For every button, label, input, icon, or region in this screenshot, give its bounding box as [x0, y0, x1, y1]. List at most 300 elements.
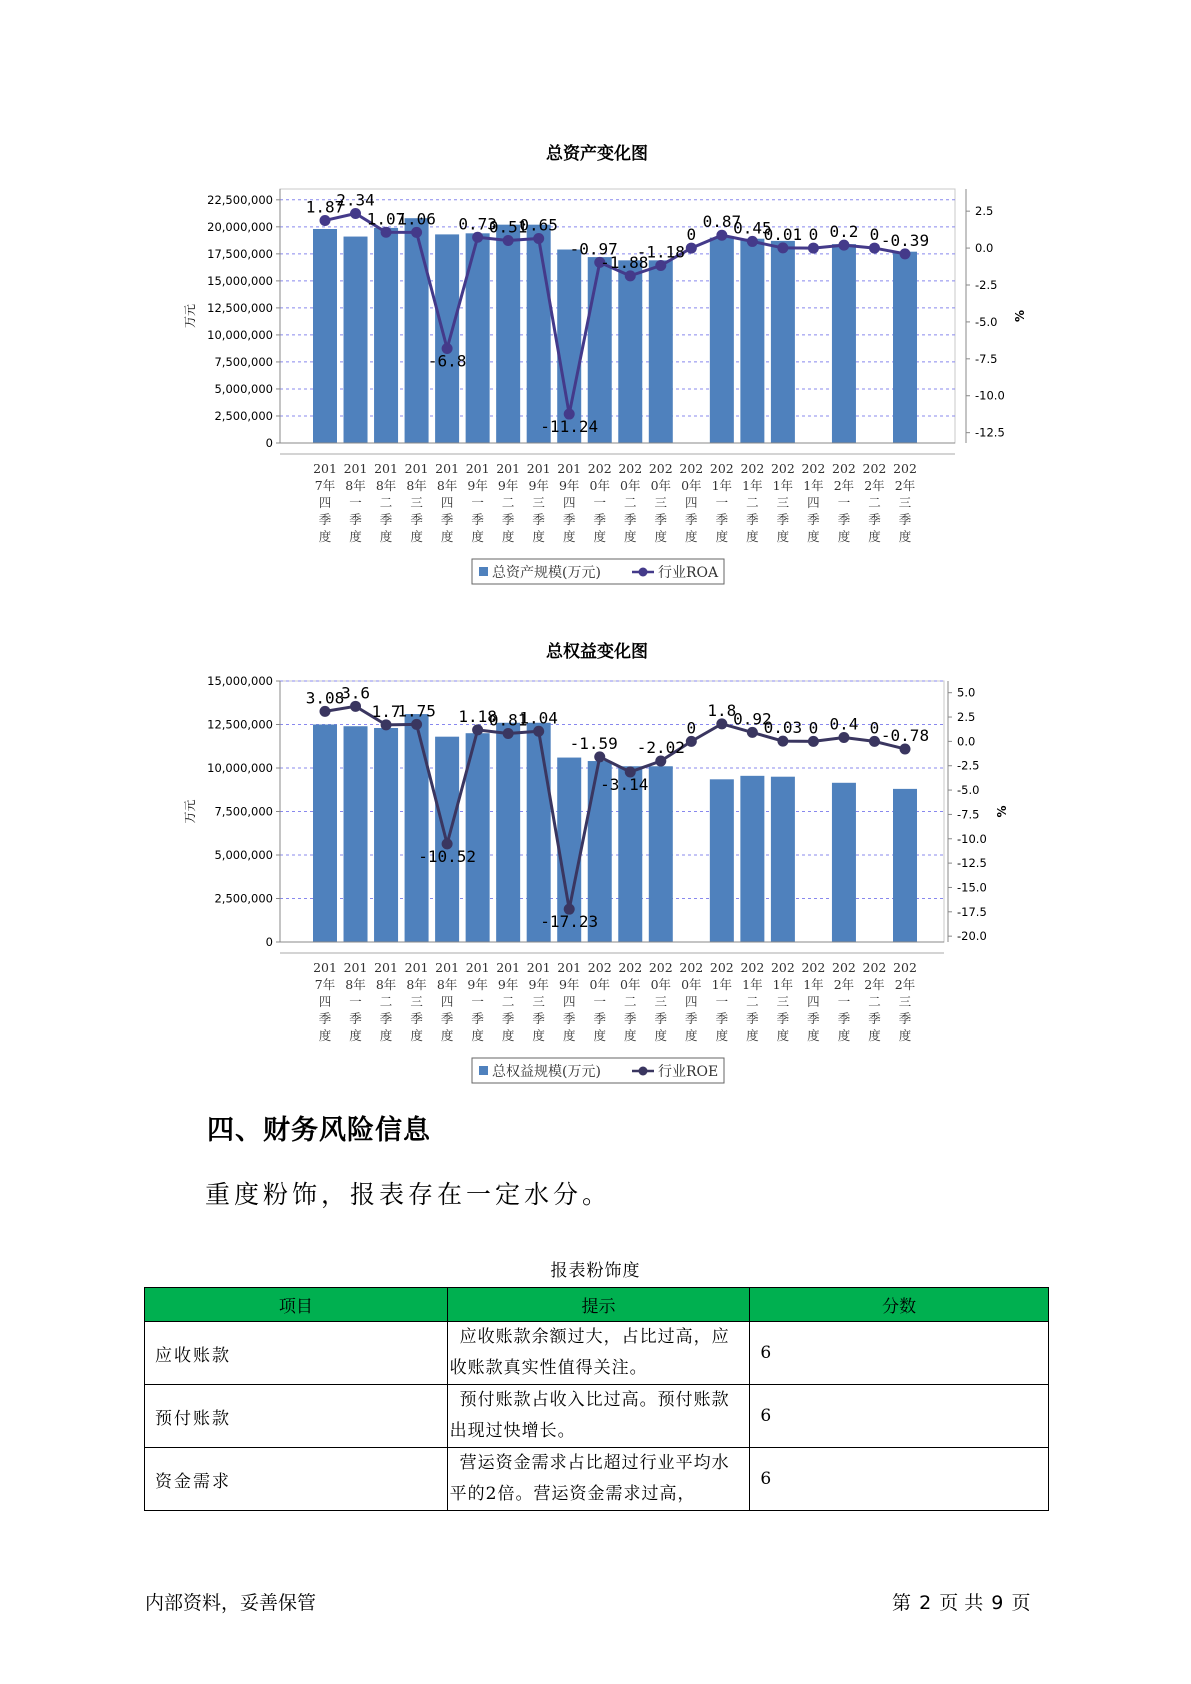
line-point	[808, 736, 819, 747]
x-tick-label: 四	[318, 994, 332, 1009]
line-point	[716, 230, 727, 241]
x-tick-label: 8年	[375, 478, 397, 493]
bar	[527, 723, 551, 942]
bar	[710, 238, 734, 443]
data-label: 0.51	[488, 217, 528, 237]
page-prefix: 第	[892, 1592, 912, 1614]
x-tick-label: 季	[715, 512, 729, 527]
row-hint: 营运资金需求占比超过行业平均水平的2倍。营运资金需求过高，	[447, 1448, 750, 1511]
line-point	[533, 233, 544, 244]
x-tick-label: 202	[740, 960, 765, 975]
x-tick-label: 7年	[314, 977, 336, 992]
data-label: -3.14	[600, 774, 649, 794]
data-label: -10.52	[418, 846, 477, 866]
footer-confidential: 内部资料，妥善保管	[145, 1592, 317, 1614]
bar	[740, 776, 764, 942]
x-tick-label: 1年	[772, 977, 794, 992]
x-tick-label: 202	[648, 461, 673, 476]
x-tick-label: 度	[318, 1028, 332, 1043]
x-tick-label: 季	[807, 1011, 820, 1026]
x-tick-label: 季	[318, 512, 332, 527]
x-tick-label: 度	[501, 529, 515, 544]
bar	[649, 260, 673, 443]
line-point	[686, 243, 697, 254]
x-tick-label: 度	[593, 1028, 606, 1043]
page-current: 2	[919, 1592, 932, 1614]
legend-line-marker	[639, 568, 648, 577]
left-tick-label: 7,500,000	[214, 804, 273, 819]
data-label: -1.59	[569, 733, 618, 753]
x-tick-label: 四	[440, 495, 454, 510]
header-hint: 提示	[447, 1288, 750, 1322]
x-tick-label: 度	[746, 529, 759, 544]
x-tick-label: 季	[318, 1011, 332, 1026]
right-tick-label: -7.5	[975, 351, 998, 366]
data-label: -1.18	[636, 242, 685, 262]
x-tick-label: 季	[624, 512, 637, 527]
x-tick-label: 202	[709, 461, 734, 476]
x-tick-label: 季	[654, 1011, 668, 1026]
x-tick-label: 度	[654, 529, 668, 544]
line-point	[808, 243, 819, 254]
right-tick-label: 0.0	[975, 241, 994, 256]
right-tick-label: 0.0	[957, 734, 976, 749]
table-row	[145, 1385, 1049, 1448]
x-tick-label: 二	[624, 495, 637, 510]
right-tick-label: -12.5	[957, 856, 987, 871]
left-tick-label: 5,000,000	[214, 848, 273, 862]
x-tick-label: 季	[501, 512, 515, 527]
line-point	[411, 719, 422, 730]
risk-table	[144, 1287, 1049, 1511]
x-tick-label: 三	[898, 994, 912, 1009]
x-tick-label: 度	[532, 529, 545, 544]
total-assets-chart-svg	[0, 130, 1191, 600]
row-hint: 预付账款占收入比过高。预付账款出现过快增长。	[447, 1385, 750, 1448]
line-point	[533, 726, 544, 737]
data-label: 0	[808, 718, 819, 738]
x-tick-label: 季	[624, 1011, 637, 1026]
bar	[588, 257, 612, 443]
x-tick-label: 2年	[833, 977, 855, 992]
x-tick-label: 度	[349, 529, 362, 544]
legend-bar-label: 总资产规模(万元)	[492, 565, 601, 581]
bar	[893, 789, 917, 942]
x-tick-label: 季	[837, 1011, 851, 1026]
data-label: 1.7	[371, 701, 401, 721]
data-label: -0.39	[880, 230, 930, 250]
page-total: 9	[991, 1592, 1004, 1614]
x-tick-label: 9年	[528, 977, 549, 992]
x-tick-label: 季	[349, 512, 362, 527]
x-tick-label: 8年	[406, 977, 427, 992]
bar	[313, 725, 337, 943]
left-axis-title: 万元	[183, 303, 197, 329]
bar	[374, 228, 398, 443]
x-tick-label: 0年	[650, 478, 672, 493]
line-point	[869, 243, 880, 254]
left-tick-label: 0	[265, 436, 273, 450]
bar	[313, 229, 337, 443]
x-tick-label: 季	[379, 512, 393, 527]
data-label: 0	[869, 718, 880, 738]
data-label: 0.2	[829, 222, 859, 242]
x-tick-label: 度	[410, 529, 423, 544]
x-tick-label: 202	[740, 461, 765, 476]
right-tick-label: -5.0	[957, 783, 980, 798]
data-label: 1.8	[707, 700, 737, 720]
x-tick-label: 一	[471, 495, 484, 510]
x-tick-label: 一	[593, 495, 606, 510]
x-tick-label: 度	[410, 1028, 423, 1043]
x-tick-label: 季	[562, 1011, 576, 1026]
data-label: 1.04	[519, 708, 558, 728]
x-tick-label: 202	[832, 960, 856, 975]
x-tick-label: 度	[318, 529, 332, 544]
x-tick-label: 二	[746, 994, 759, 1009]
data-label: 0.4	[829, 714, 859, 734]
x-tick-label: 季	[654, 512, 668, 527]
chart-title: 总权益变化图	[546, 642, 648, 662]
data-label: 0.45	[733, 218, 772, 238]
x-tick-label: 9年	[528, 478, 549, 493]
line-point	[503, 728, 514, 739]
table-header-row	[145, 1288, 1049, 1322]
x-tick-label: 201	[526, 960, 551, 975]
right-tick-label: -5.0	[975, 314, 998, 329]
x-tick-label: 度	[807, 1028, 820, 1043]
data-label: 3.08	[305, 688, 345, 708]
x-tick-label: 202	[770, 960, 795, 975]
x-tick-label: 0年	[620, 478, 641, 493]
line-point	[381, 227, 392, 238]
x-tick-label: 二	[868, 994, 881, 1009]
x-tick-label: 202	[709, 960, 734, 975]
line-point	[655, 756, 666, 767]
chart-legend	[472, 559, 724, 584]
table-row	[145, 1322, 1049, 1385]
line-point	[838, 732, 849, 743]
x-tick-label: 季	[898, 512, 912, 527]
data-label: -0.97	[569, 239, 618, 259]
x-tick-label: 度	[349, 1028, 362, 1043]
x-tick-label: 201	[465, 960, 490, 975]
line-point	[838, 240, 849, 251]
line-point	[472, 232, 483, 243]
x-tick-label: 201	[374, 960, 398, 975]
data-label: -17.23	[540, 912, 599, 932]
x-tick-label: 一	[837, 994, 851, 1009]
left-tick-label: 17,500,000	[207, 246, 273, 261]
x-tick-label: 201	[313, 960, 337, 975]
header-score: 分数	[750, 1288, 1049, 1322]
x-tick-label: 1年	[803, 977, 824, 992]
data-label: 0.81	[488, 710, 528, 730]
bar	[527, 225, 551, 443]
row-score: 6	[750, 1385, 1049, 1448]
x-tick-label: 202	[832, 461, 856, 476]
chart-legend	[472, 1058, 724, 1083]
data-label: -1.88	[600, 252, 649, 272]
x-tick-label: 季	[349, 1011, 362, 1026]
bar	[740, 239, 764, 443]
x-tick-label: 度	[440, 529, 454, 544]
x-tick-label: 8年	[436, 478, 458, 493]
line-point	[320, 215, 331, 226]
x-tick-label: 202	[862, 960, 887, 975]
data-label: 1.07	[366, 209, 406, 229]
x-tick-label: 度	[868, 529, 881, 544]
x-tick-label: 度	[746, 1028, 759, 1043]
x-tick-label: 季	[593, 1011, 606, 1026]
x-tick-label: 202	[618, 461, 643, 476]
right-axis-title: %	[1013, 309, 1027, 323]
x-tick-label: 季	[501, 1011, 515, 1026]
right-tick-label: -17.5	[957, 904, 987, 919]
section-summary: 重度粉饰，报表存在一定水分。	[205, 1180, 612, 1209]
x-tick-label: 度	[501, 1028, 515, 1043]
bar	[405, 714, 429, 942]
left-tick-label: 20,000,000	[207, 219, 273, 234]
bar	[435, 234, 459, 443]
data-label: 0	[686, 718, 697, 738]
legend-bar-swatch	[479, 1066, 488, 1075]
x-tick-label: 9年	[467, 977, 488, 992]
left-tick-label: 15,000,000	[207, 273, 273, 288]
data-label: 0.92	[733, 709, 772, 729]
x-tick-label: 201	[465, 461, 490, 476]
legend-line-marker	[639, 1067, 648, 1076]
x-tick-label: 三	[410, 994, 423, 1009]
x-tick-label: 度	[868, 1028, 881, 1043]
x-tick-label: 度	[379, 1028, 393, 1043]
x-tick-label: 度	[654, 1028, 668, 1043]
x-tick-label: 0年	[620, 977, 641, 992]
left-tick-label: 22,500,000	[207, 192, 273, 207]
bar	[618, 260, 642, 443]
line-point	[747, 236, 758, 247]
x-tick-label: 季	[593, 512, 606, 527]
x-tick-label: 季	[868, 1011, 881, 1026]
line-point	[655, 260, 666, 271]
x-tick-label: 季	[471, 512, 484, 527]
x-tick-label: 一	[349, 994, 362, 1009]
total-assets-chart	[0, 130, 1191, 600]
x-tick-label: 202	[801, 461, 826, 476]
x-tick-label: 0年	[681, 478, 702, 493]
x-tick-label: 季	[532, 1011, 545, 1026]
x-tick-label: 202	[618, 960, 643, 975]
x-tick-label: 202	[770, 461, 795, 476]
data-label: 0	[808, 225, 819, 245]
x-tick-label: 201	[435, 960, 460, 975]
x-tick-label: 一	[593, 994, 606, 1009]
x-tick-label: 201	[557, 461, 582, 476]
x-tick-label: 二	[379, 994, 393, 1009]
x-tick-label: 季	[776, 1011, 790, 1026]
line-point	[350, 208, 361, 219]
right-tick-label: 2.5	[957, 710, 976, 725]
right-tick-label: 2.5	[975, 204, 994, 219]
line-point	[625, 270, 636, 281]
legend-bar-swatch	[479, 567, 488, 576]
x-tick-label: 季	[379, 1011, 393, 1026]
data-label: -2.02	[636, 738, 685, 758]
x-tick-label: 0年	[589, 478, 610, 493]
line-point	[594, 751, 605, 762]
x-tick-label: 度	[837, 529, 851, 544]
x-tick-label: 8年	[375, 977, 397, 992]
line-point	[350, 701, 361, 712]
x-tick-label: 201	[313, 461, 337, 476]
x-tick-label: 度	[562, 1028, 576, 1043]
x-tick-label: 度	[807, 529, 820, 544]
x-tick-label: 三	[532, 495, 545, 510]
line-point	[320, 706, 331, 717]
data-label: 1.75	[397, 701, 436, 721]
row-score: 6	[750, 1448, 1049, 1511]
bar	[374, 728, 398, 942]
x-tick-label: 201	[343, 461, 368, 476]
x-tick-label: 二	[746, 495, 759, 510]
x-tick-label: 1年	[742, 977, 763, 992]
data-label: 1.87	[305, 197, 345, 217]
data-label: 0.03	[763, 718, 803, 738]
x-tick-label: 度	[440, 1028, 454, 1043]
x-tick-label: 201	[343, 960, 368, 975]
x-tick-label: 季	[410, 512, 423, 527]
right-tick-label: -2.5	[975, 277, 998, 292]
x-tick-label: 二	[501, 994, 515, 1009]
page-suffix: 页	[1011, 1592, 1031, 1614]
x-tick-label: 201	[496, 960, 521, 975]
table-caption: 报表粉饰度	[550, 1261, 641, 1281]
x-tick-label: 8年	[345, 478, 366, 493]
data-label: 0	[686, 225, 697, 245]
x-tick-label: 0年	[589, 977, 610, 992]
line-point	[777, 242, 788, 253]
bar	[344, 726, 368, 942]
x-tick-label: 季	[837, 512, 851, 527]
x-tick-label: 二	[868, 495, 881, 510]
x-tick-label: 季	[440, 512, 454, 527]
legend-line-label: 行业ROA	[658, 565, 719, 581]
x-tick-label: 2年	[894, 977, 916, 992]
x-tick-label: 202	[801, 960, 826, 975]
x-tick-label: 一	[715, 495, 729, 510]
x-tick-label: 度	[715, 529, 729, 544]
left-tick-label: 12,500,000	[207, 717, 273, 732]
x-tick-label: 度	[898, 1028, 912, 1043]
x-tick-label: 三	[410, 495, 423, 510]
line-point	[686, 736, 697, 747]
x-tick-label: 201	[526, 461, 551, 476]
data-label: 1.18	[458, 706, 497, 726]
data-label: -0.78	[880, 725, 930, 745]
x-tick-label: 季	[746, 1011, 759, 1026]
line-point	[869, 736, 880, 747]
total-equity-chart	[0, 630, 1191, 1095]
bar	[405, 218, 429, 443]
data-label: 1.06	[397, 209, 436, 229]
data-label: 0.01	[763, 224, 803, 244]
right-tick-label: 5.0	[957, 685, 976, 700]
bar	[832, 783, 856, 942]
x-tick-label: 9年	[558, 977, 580, 992]
x-tick-label: 四	[318, 495, 332, 510]
x-tick-label: 7年	[314, 478, 336, 493]
x-tick-label: 季	[868, 512, 881, 527]
bar	[344, 237, 368, 443]
x-tick-label: 三	[654, 495, 668, 510]
legend-bar-label: 总权益规模(万元)	[492, 1064, 601, 1080]
x-tick-label: 1年	[803, 478, 824, 493]
x-tick-label: 度	[837, 1028, 851, 1043]
x-tick-label: 季	[410, 1011, 423, 1026]
right-tick-label: -15.0	[957, 880, 987, 895]
right-tick-label: -10.0	[975, 388, 1005, 403]
x-tick-label: 度	[624, 529, 637, 544]
data-label: 0.73	[458, 214, 497, 234]
right-tick-label: -10.0	[957, 831, 987, 846]
x-tick-label: 二	[501, 495, 515, 510]
left-tick-label: 2,500,000	[214, 891, 273, 906]
row-score: 6	[750, 1322, 1049, 1385]
line-point	[900, 248, 911, 259]
x-tick-label: 四	[562, 994, 576, 1009]
x-tick-label: 季	[685, 1011, 698, 1026]
x-tick-label: 1年	[711, 478, 733, 493]
x-tick-label: 二	[624, 994, 637, 1009]
x-tick-label: 202	[862, 461, 887, 476]
data-label: 3.6	[341, 683, 370, 703]
x-tick-label: 度	[471, 529, 484, 544]
x-tick-label: 度	[685, 529, 698, 544]
bar	[771, 777, 795, 942]
x-tick-label: 季	[471, 1011, 484, 1026]
line-point	[777, 736, 788, 747]
x-tick-label: 8年	[345, 977, 366, 992]
x-tick-label: 1年	[742, 478, 763, 493]
left-tick-label: 7,500,000	[214, 354, 273, 369]
x-tick-label: 三	[776, 994, 790, 1009]
x-tick-label: 202	[893, 960, 917, 975]
row-hint: 应收账款余额过大，占比过高，应收账款真实性值得关注。	[447, 1322, 750, 1385]
table-row	[145, 1448, 1049, 1511]
x-tick-label: 202	[648, 960, 673, 975]
x-tick-label: 度	[898, 529, 912, 544]
x-tick-label: 2年	[864, 977, 885, 992]
x-tick-label: 2年	[894, 478, 916, 493]
header-item: 项目	[145, 1288, 448, 1322]
x-tick-label: 季	[776, 512, 790, 527]
row-item: 资金需求	[145, 1448, 448, 1511]
total-equity-chart-svg	[0, 630, 1191, 1095]
left-tick-label: 10,000,000	[207, 761, 273, 775]
x-tick-label: 四	[807, 495, 820, 510]
x-tick-label: 度	[471, 1028, 484, 1043]
x-tick-label: 度	[776, 1028, 790, 1043]
bar	[710, 779, 734, 942]
x-tick-label: 202	[679, 960, 704, 975]
data-label: 0.65	[519, 215, 558, 235]
x-tick-label: 1年	[772, 478, 794, 493]
x-tick-label: 季	[715, 1011, 729, 1026]
row-item: 预付账款	[145, 1385, 448, 1448]
footer-page-number	[892, 1588, 1032, 1615]
x-tick-label: 201	[404, 960, 429, 975]
right-tick-label: -20.0	[957, 929, 987, 944]
